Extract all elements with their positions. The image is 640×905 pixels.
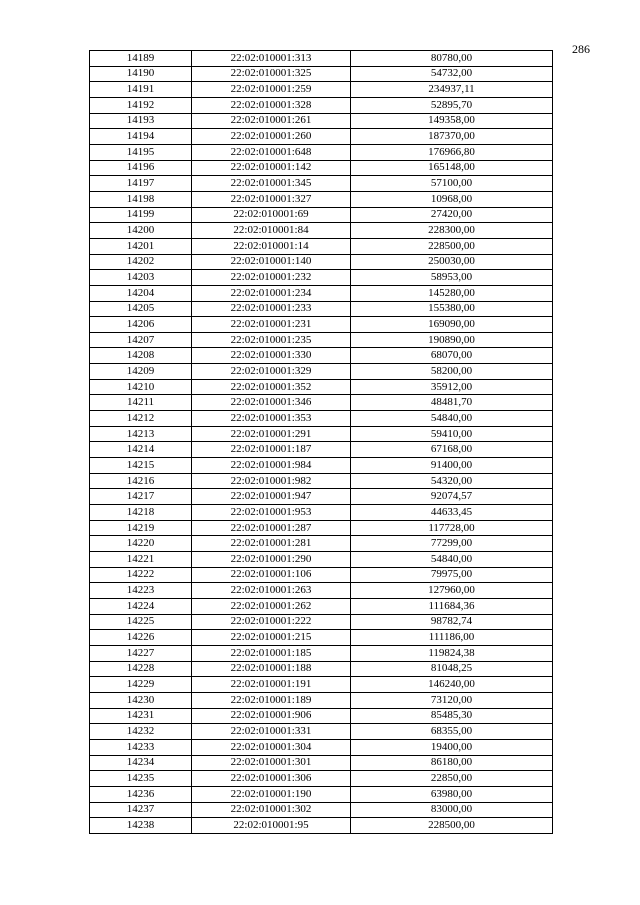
value-cell: 68070,00 xyxy=(351,348,553,364)
table-row xyxy=(90,818,553,834)
cadastral-number-cell: 22:02:010001:190 xyxy=(192,786,351,802)
record-number-cell: 14232 xyxy=(90,724,192,740)
cadastral-number-cell: 22:02:010001:302 xyxy=(192,802,351,818)
table-row xyxy=(90,113,553,129)
table-row xyxy=(90,802,553,818)
table-row xyxy=(90,379,553,395)
value-cell: 111684,36 xyxy=(351,598,553,614)
value-cell: 228500,00 xyxy=(351,818,553,834)
table-row xyxy=(90,301,553,317)
value-cell: 73120,00 xyxy=(351,692,553,708)
record-number-cell: 14233 xyxy=(90,739,192,755)
table-row xyxy=(90,254,553,270)
record-number-cell: 14224 xyxy=(90,598,192,614)
record-number-cell: 14230 xyxy=(90,692,192,708)
value-cell: 79975,00 xyxy=(351,567,553,583)
table-row xyxy=(90,426,553,442)
table-row xyxy=(90,66,553,82)
value-cell: 190890,00 xyxy=(351,332,553,348)
cadastral-number-cell: 22:02:010001:106 xyxy=(192,567,351,583)
record-number-cell: 14203 xyxy=(90,270,192,286)
cadastral-number-cell: 22:02:010001:306 xyxy=(192,771,351,787)
record-number-cell: 14225 xyxy=(90,614,192,630)
value-cell: 250030,00 xyxy=(351,254,553,270)
cadastral-number-cell: 22:02:010001:188 xyxy=(192,661,351,677)
record-number-cell: 14190 xyxy=(90,66,192,82)
record-number-cell: 14236 xyxy=(90,786,192,802)
value-cell: 85485,30 xyxy=(351,708,553,724)
cadastral-number-cell: 22:02:010001:187 xyxy=(192,442,351,458)
record-number-cell: 14192 xyxy=(90,97,192,113)
cadastral-number-cell: 22:02:010001:984 xyxy=(192,458,351,474)
record-number-cell: 14223 xyxy=(90,583,192,599)
record-number-cell: 14201 xyxy=(90,238,192,254)
cadastral-number-cell: 22:02:010001:262 xyxy=(192,598,351,614)
table-row xyxy=(90,661,553,677)
table-row xyxy=(90,489,553,505)
table-row xyxy=(90,724,553,740)
record-number-cell: 14210 xyxy=(90,379,192,395)
cadastral-number-cell: 22:02:010001:346 xyxy=(192,395,351,411)
value-cell: 67168,00 xyxy=(351,442,553,458)
value-cell: 54840,00 xyxy=(351,552,553,568)
value-cell: 63980,00 xyxy=(351,786,553,802)
table-row xyxy=(90,442,553,458)
value-cell: 187370,00 xyxy=(351,129,553,145)
value-cell: 57100,00 xyxy=(351,176,553,192)
cadastral-number-cell: 22:02:010001:953 xyxy=(192,505,351,521)
record-number-cell: 14229 xyxy=(90,677,192,693)
registry-table xyxy=(89,50,553,834)
value-cell: 52895,70 xyxy=(351,97,553,113)
value-cell: 58200,00 xyxy=(351,364,553,380)
cadastral-number-cell: 22:02:010001:234 xyxy=(192,285,351,301)
value-cell: 54320,00 xyxy=(351,473,553,489)
cadastral-number-cell: 22:02:010001:325 xyxy=(192,66,351,82)
cadastral-number-cell: 22:02:010001:14 xyxy=(192,238,351,254)
table-row xyxy=(90,567,553,583)
value-cell: 91400,00 xyxy=(351,458,553,474)
table-row xyxy=(90,332,553,348)
value-cell: 169090,00 xyxy=(351,317,553,333)
value-cell: 59410,00 xyxy=(351,426,553,442)
cadastral-number-cell: 22:02:010001:140 xyxy=(192,254,351,270)
table-row xyxy=(90,160,553,176)
table-row xyxy=(90,630,553,646)
value-cell: 83000,00 xyxy=(351,802,553,818)
table-row xyxy=(90,51,553,67)
record-number-cell: 14217 xyxy=(90,489,192,505)
value-cell: 10968,00 xyxy=(351,191,553,207)
cadastral-number-cell: 22:02:010001:947 xyxy=(192,489,351,505)
cadastral-number-cell: 22:02:010001:345 xyxy=(192,176,351,192)
cadastral-number-cell: 22:02:010001:259 xyxy=(192,82,351,98)
record-number-cell: 14191 xyxy=(90,82,192,98)
table-row xyxy=(90,708,553,724)
cadastral-number-cell: 22:02:010001:281 xyxy=(192,536,351,552)
table-row xyxy=(90,458,553,474)
record-number-cell: 14206 xyxy=(90,317,192,333)
table-row xyxy=(90,552,553,568)
table-row xyxy=(90,755,553,771)
table-row xyxy=(90,238,553,254)
value-cell: 35912,00 xyxy=(351,379,553,395)
record-number-cell: 14194 xyxy=(90,129,192,145)
value-cell: 77299,00 xyxy=(351,536,553,552)
value-cell: 80780,00 xyxy=(351,51,553,67)
value-cell: 145280,00 xyxy=(351,285,553,301)
record-number-cell: 14193 xyxy=(90,113,192,129)
table-row xyxy=(90,176,553,192)
registry-table-body xyxy=(90,51,553,834)
value-cell: 165148,00 xyxy=(351,160,553,176)
table-row xyxy=(90,317,553,333)
cadastral-number-cell: 22:02:010001:233 xyxy=(192,301,351,317)
record-number-cell: 14222 xyxy=(90,567,192,583)
cadastral-number-cell: 22:02:010001:185 xyxy=(192,645,351,661)
value-cell: 54732,00 xyxy=(351,66,553,82)
table-row xyxy=(90,677,553,693)
record-number-cell: 14213 xyxy=(90,426,192,442)
value-cell: 228500,00 xyxy=(351,238,553,254)
record-number-cell: 14218 xyxy=(90,505,192,521)
record-number-cell: 14195 xyxy=(90,144,192,160)
table-row xyxy=(90,739,553,755)
record-number-cell: 14198 xyxy=(90,191,192,207)
value-cell: 155380,00 xyxy=(351,301,553,317)
value-cell: 22850,00 xyxy=(351,771,553,787)
value-cell: 58953,00 xyxy=(351,270,553,286)
value-cell: 27420,00 xyxy=(351,207,553,223)
record-number-cell: 14211 xyxy=(90,395,192,411)
record-number-cell: 14221 xyxy=(90,552,192,568)
record-number-cell: 14237 xyxy=(90,802,192,818)
cadastral-number-cell: 22:02:010001:231 xyxy=(192,317,351,333)
table-row xyxy=(90,348,553,364)
table-row xyxy=(90,473,553,489)
cadastral-number-cell: 22:02:010001:353 xyxy=(192,411,351,427)
table-row xyxy=(90,520,553,536)
cadastral-number-cell: 22:02:010001:95 xyxy=(192,818,351,834)
record-number-cell: 14212 xyxy=(90,411,192,427)
record-number-cell: 14199 xyxy=(90,207,192,223)
cadastral-number-cell: 22:02:010001:290 xyxy=(192,552,351,568)
cadastral-number-cell: 22:02:010001:301 xyxy=(192,755,351,771)
record-number-cell: 14235 xyxy=(90,771,192,787)
value-cell: 149358,00 xyxy=(351,113,553,129)
table-row xyxy=(90,395,553,411)
value-cell: 234937,11 xyxy=(351,82,553,98)
cadastral-number-cell: 22:02:010001:328 xyxy=(192,97,351,113)
value-cell: 48481,70 xyxy=(351,395,553,411)
value-cell: 92074,57 xyxy=(351,489,553,505)
table-row xyxy=(90,82,553,98)
table-row xyxy=(90,411,553,427)
cadastral-number-cell: 22:02:010001:906 xyxy=(192,708,351,724)
record-number-cell: 14234 xyxy=(90,755,192,771)
value-cell: 19400,00 xyxy=(351,739,553,755)
record-number-cell: 14202 xyxy=(90,254,192,270)
table-row xyxy=(90,536,553,552)
cadastral-number-cell: 22:02:010001:330 xyxy=(192,348,351,364)
value-cell: 68355,00 xyxy=(351,724,553,740)
table-row xyxy=(90,207,553,223)
record-number-cell: 14238 xyxy=(90,818,192,834)
table-row xyxy=(90,645,553,661)
cadastral-number-cell: 22:02:010001:313 xyxy=(192,51,351,67)
record-number-cell: 14189 xyxy=(90,51,192,67)
table-row xyxy=(90,285,553,301)
cadastral-number-cell: 22:02:010001:69 xyxy=(192,207,351,223)
record-number-cell: 14197 xyxy=(90,176,192,192)
cadastral-number-cell: 22:02:010001:215 xyxy=(192,630,351,646)
record-number-cell: 14207 xyxy=(90,332,192,348)
value-cell: 117728,00 xyxy=(351,520,553,536)
record-number-cell: 14227 xyxy=(90,645,192,661)
cadastral-number-cell: 22:02:010001:331 xyxy=(192,724,351,740)
value-cell: 98782,74 xyxy=(351,614,553,630)
value-cell: 86180,00 xyxy=(351,755,553,771)
table-row xyxy=(90,97,553,113)
record-number-cell: 14228 xyxy=(90,661,192,677)
record-number-cell: 14205 xyxy=(90,301,192,317)
cadastral-number-cell: 22:02:010001:982 xyxy=(192,473,351,489)
record-number-cell: 14204 xyxy=(90,285,192,301)
record-number-cell: 14209 xyxy=(90,364,192,380)
table-row xyxy=(90,129,553,145)
record-number-cell: 14231 xyxy=(90,708,192,724)
value-cell: 44633,45 xyxy=(351,505,553,521)
table-row xyxy=(90,614,553,630)
table-row xyxy=(90,786,553,802)
table-row xyxy=(90,505,553,521)
cadastral-number-cell: 22:02:010001:263 xyxy=(192,583,351,599)
value-cell: 81048,25 xyxy=(351,661,553,677)
table-row xyxy=(90,270,553,286)
record-number-cell: 14215 xyxy=(90,458,192,474)
cadastral-number-cell: 22:02:010001:232 xyxy=(192,270,351,286)
table-row xyxy=(90,583,553,599)
table-row xyxy=(90,692,553,708)
table-row xyxy=(90,144,553,160)
cadastral-number-cell: 22:02:010001:84 xyxy=(192,223,351,239)
cadastral-number-cell: 22:02:010001:222 xyxy=(192,614,351,630)
record-number-cell: 14226 xyxy=(90,630,192,646)
cadastral-number-cell: 22:02:010001:352 xyxy=(192,379,351,395)
cadastral-number-cell: 22:02:010001:287 xyxy=(192,520,351,536)
table-row xyxy=(90,771,553,787)
cadastral-number-cell: 22:02:010001:260 xyxy=(192,129,351,145)
cadastral-number-cell: 22:02:010001:329 xyxy=(192,364,351,380)
table-row xyxy=(90,191,553,207)
value-cell: 176966,80 xyxy=(351,144,553,160)
table-row xyxy=(90,598,553,614)
record-number-cell: 14196 xyxy=(90,160,192,176)
cadastral-number-cell: 22:02:010001:327 xyxy=(192,191,351,207)
record-number-cell: 14220 xyxy=(90,536,192,552)
table-row xyxy=(90,223,553,239)
record-number-cell: 14200 xyxy=(90,223,192,239)
value-cell: 146240,00 xyxy=(351,677,553,693)
record-number-cell: 14208 xyxy=(90,348,192,364)
value-cell: 119824,38 xyxy=(351,645,553,661)
cadastral-number-cell: 22:02:010001:261 xyxy=(192,113,351,129)
value-cell: 54840,00 xyxy=(351,411,553,427)
value-cell: 127960,00 xyxy=(351,583,553,599)
cadastral-number-cell: 22:02:010001:648 xyxy=(192,144,351,160)
record-number-cell: 14216 xyxy=(90,473,192,489)
cadastral-number-cell: 22:02:010001:235 xyxy=(192,332,351,348)
cadastral-number-cell: 22:02:010001:304 xyxy=(192,739,351,755)
record-number-cell: 14214 xyxy=(90,442,192,458)
cadastral-number-cell: 22:02:010001:291 xyxy=(192,426,351,442)
cadastral-number-cell: 22:02:010001:189 xyxy=(192,692,351,708)
page-number: 286 xyxy=(572,42,590,56)
cadastral-number-cell: 22:02:010001:191 xyxy=(192,677,351,693)
value-cell: 228300,00 xyxy=(351,223,553,239)
cadastral-number-cell: 22:02:010001:142 xyxy=(192,160,351,176)
table-row xyxy=(90,364,553,380)
record-number-cell: 14219 xyxy=(90,520,192,536)
value-cell: 111186,00 xyxy=(351,630,553,646)
